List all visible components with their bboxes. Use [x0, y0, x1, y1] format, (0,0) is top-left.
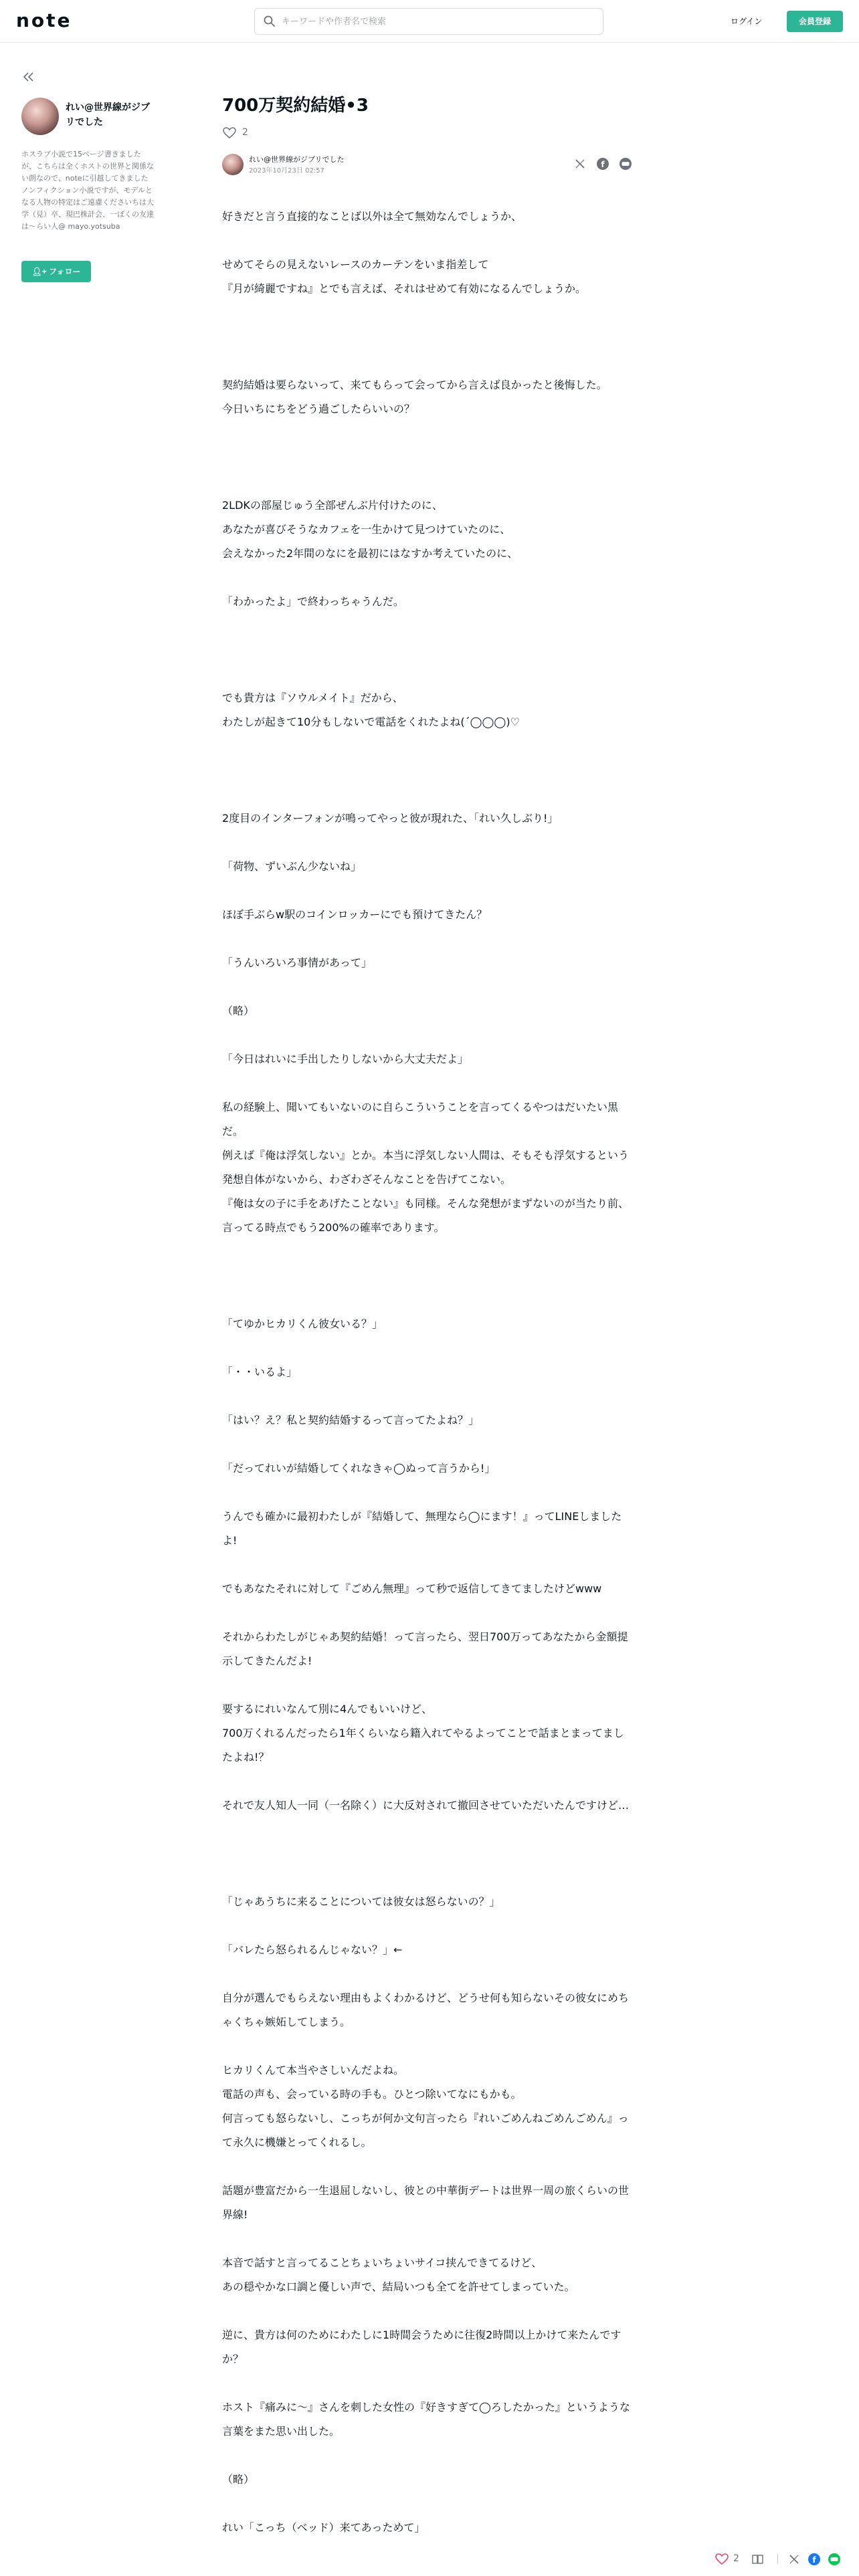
article-paragraph: 「・・いるよ」 [222, 1366, 298, 1378]
article-paragraph: ホスト『痛みに〜』さんを刺した女性の『好きすぎて◯ろしたかった』というような言葉をまた思い出した。 [222, 2401, 630, 2438]
signup-button[interactable]: 会員登録 [787, 11, 843, 32]
article-paragraph: うんでも確かに最初わたしが『結婚して、無理なら◯にます！』ってLINEしましたよ! [222, 1510, 622, 1547]
article-paragraph: （略） [222, 1004, 255, 1017]
article-paragraph: せめてそらの見えないレースのカーテンをいま指差して 『月が綺麗ですね』とでも言えば、それはせめて有効になるんでしょうか。 [222, 258, 587, 295]
article-paragraph: 逆に、貴方は何のためにわたしに1時間会うために往復2時間以上かけて来たんですか？ [222, 2329, 622, 2365]
article-paragraph: れい「こっち（ベッド）来てあっためて」 [222, 2521, 425, 2534]
bottom-like-icon[interactable] [714, 2552, 729, 2567]
article-paragraph: 2度目のインターフォンが鳴ってやっと彼が現れた、「れい久しぶり!」 [222, 812, 559, 825]
article-paragraph: 自分が選んでもらえない理由もよくわかるけど、どうせ何も知らないその彼女にめちゃくちゃ嫉妬してしまう。 [222, 1992, 630, 2028]
article-paragraph: 「じゃあうちに来ることについては彼女は怒らないの？」 [222, 1895, 500, 1908]
search-input[interactable] [282, 9, 596, 34]
article-paragraph: 「だってれいが結婚してくれなきゃ◯ぬって言うから!」 [222, 1462, 496, 1475]
article-paragraph: 「荷物、ずいぶん少ないね」 [222, 860, 362, 873]
author-avatar[interactable] [21, 98, 59, 135]
divider: | [776, 2553, 779, 2564]
magazine-add-icon[interactable] [751, 2552, 765, 2567]
bottom-line-share-icon[interactable] [827, 2552, 842, 2567]
article-body [222, 205, 634, 2564]
search-box[interactable] [254, 8, 603, 35]
follow-label: フォロー [49, 267, 81, 276]
article-paragraph: （略） [222, 2473, 255, 2486]
publish-date: 2023年10月23日 02:57 [249, 167, 324, 175]
article-paragraph: 2LDKの部屋じゅう全部ぜんぶ片付けたのに、 あなたが喜びそうなカフェを一生かけて見つけていたのに、 会えなかった2年間のなにを最初にはなすか考えていたのに、 [222, 499, 518, 560]
search-icon [263, 15, 276, 28]
article-paragraph: 「バレたら怒られるんじゃない？」← [222, 1943, 403, 1956]
heart-icon[interactable] [222, 126, 237, 140]
article-paragraph: 私の経験上、聞いてもいないのに自らこういうことを言ってくるやつはだいたい黒だ。 例えば『俺は浮気しない』とか。本当に浮気しない人間は、そもそも浮気するという発想自体がないから、わざわざそんなことを告げてこない。 『俺は女の子に手をあげたことない』も同様。そんな発想がまずないのが当たり前、言ってる時点でもう200%の確率であります。 [222, 1101, 630, 1234]
like-count: 2 [242, 127, 248, 138]
svg-text:f: f [601, 160, 605, 169]
author-bio: ホスラブ小説で15ページ書きましたが、こちらは全くホストの世界と関係ない朗なので、noteに引越してきました ノンフィクション小説ですが、モデルとなる人物の特定はご遠慮くださいちは大学（見）卒、現巴株計会、一ぼくの友達は～らい人@ mayo.yotsuba [21, 150, 154, 231]
article-paragraph: 要するにれいなんて別に4んでもいいけど、 700万くれるんだったら1年くらいなら籍入れてやるよってことで話まとまってましたよね!？ [222, 1703, 624, 1763]
article-meta [222, 152, 634, 177]
meta-author-name[interactable]: れい@世界線がジブリでした [249, 155, 345, 164]
article-paragraph: 好きだと言う直接的なことば以外は全て無効なんでしょうか、 [222, 210, 522, 223]
bottom-action-bar [709, 2547, 859, 2573]
bottom-x-share-icon[interactable] [787, 2552, 801, 2567]
x-share-icon[interactable] [573, 156, 587, 171]
follow-button[interactable] [21, 261, 91, 282]
line-share-icon[interactable] [618, 156, 633, 171]
collapse-sidebar-icon[interactable] [21, 70, 36, 84]
author-profile[interactable] [21, 98, 155, 138]
article-paragraph: 話題が豊富だから一生退屈しないし、彼との中華街デートは世界一周の旅くらいの世界線! [222, 2184, 630, 2221]
article-paragraph: でも貴方は『ソウルメイト』だから、 わたしが起きて10分もしないで電話をくれたよね(´◯◯◯)♡ [222, 691, 520, 728]
article-paragraph: 「今日はれいに手出したりしないから大丈夫だよ」 [222, 1053, 469, 1065]
article-paragraph: 「うんいろいろ事情があって」 [222, 956, 372, 969]
bottom-facebook-share-icon[interactable] [807, 2552, 822, 2567]
login-button[interactable]: ログイン [723, 12, 770, 31]
article-paragraph: 「てゆかヒカリくん彼女いる？」 [222, 1317, 383, 1330]
bottom-like-count: 2 [733, 2553, 739, 2564]
article-paragraph: 「はい？え？私と契約結婚するって言ってたよね？」 [222, 1414, 480, 1426]
article-paragraph: でもあなたそれに対して『ごめん無理』って秒で返信してきてましたけどwww [222, 1582, 602, 1595]
article-title: 700万契約結婚•3 [222, 96, 369, 116]
article-paragraph: 契約結婚は要らないって、来てもらって会ってから言えば良かったと後悔した。 今日いちにちをどう過ごしたらいいの？ [222, 379, 607, 415]
site-header [0, 0, 859, 43]
article-paragraph: 本音で話すと言ってることちょいちょいサイコ挟んできてるけど、 あの穏やかな口調と優しい声で、結局いつも全てを許せてしまっていた。 [222, 2256, 575, 2293]
note-logo[interactable]: note [16, 9, 72, 31]
author-avatar-small[interactable] [222, 154, 244, 175]
share-icons [573, 156, 634, 171]
article-paragraph: ほぼ手ぶらw駅のコインロッカーにでも預けてきたん？ [222, 908, 488, 921]
svg-text:f: f [812, 2555, 816, 2565]
author-name[interactable]: れい@世界線がジブリでした [66, 102, 150, 128]
article-paragraph: それで友人知人一同（一名除く）に大反対されて撤回させていただいたんですけど… [222, 1799, 630, 1812]
facebook-share-icon[interactable] [595, 156, 610, 171]
article-paragraph: ヒカリくんて本当やさしいんだよね。 電話の声も、会っている時の手も。ひとつ除いてなにもかも。 何言っても怒らないし、こっちが何か文句言ったら『れいごめんねごめんごめん』って永久に機嫌とってくれるし。 [222, 2064, 629, 2149]
article-paragraph: それからわたしがじゃあ契約結婚！って言ったら、翌日700万ってあなたから金額提示してきたんだよ! [222, 1630, 628, 1667]
article-paragraph: 「わかったよ」で終わっちゃうんだ。 [222, 595, 404, 608]
add-user-icon: 👤︎+ [31, 267, 47, 276]
